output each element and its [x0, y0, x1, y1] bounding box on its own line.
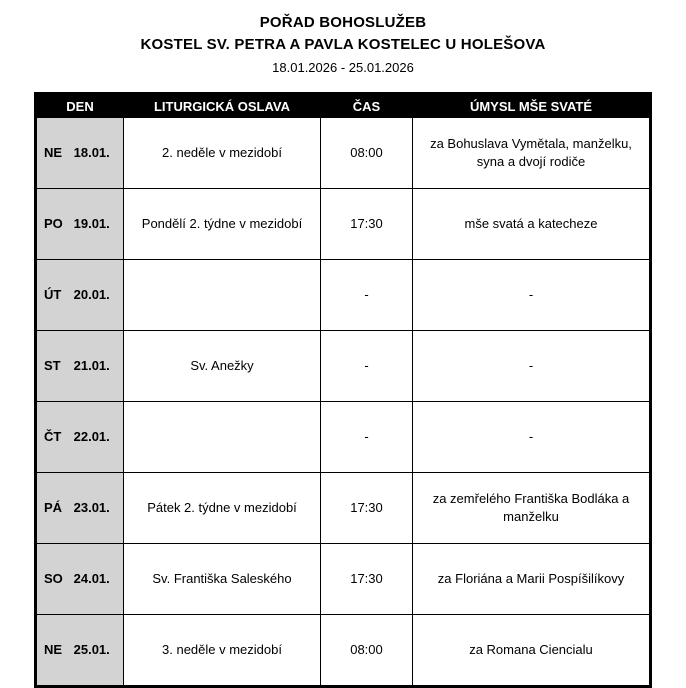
document-title: POŘAD BOHOSLUŽEB	[259, 14, 427, 31]
date-range: 18.01.2026 - 25.01.2026	[272, 59, 414, 75]
time-cell: -	[321, 402, 413, 473]
day-abbr: NE	[44, 144, 63, 160]
day-cell	[36, 260, 124, 331]
intention-cell: za Floriána a Marii Pospíšilíkovy	[413, 544, 651, 615]
intention-cell: -	[413, 402, 651, 473]
day-abbr: ST	[44, 357, 61, 373]
day-abbr: ČT	[44, 428, 62, 444]
time-cell: -	[321, 331, 413, 402]
church-name: KOSTEL SV. PETRA A PAVLA KOSTELEC U HOLEŠOVA	[140, 35, 546, 53]
liturgy-cell: 2. neděle v mezidobí	[124, 118, 321, 189]
day-date: 19.01.	[73, 215, 110, 231]
day-cell	[36, 473, 124, 544]
day-cell	[36, 615, 124, 687]
day-date: 20.01.	[73, 286, 110, 302]
day-date: 24.01.	[73, 570, 110, 586]
liturgy-cell	[124, 260, 321, 331]
day-cell	[36, 331, 124, 402]
intention-cell: za Bohuslava Vymětala, manželku, syna a dvojí rodiče	[413, 118, 651, 189]
liturgy-cell: Sv. Františka Saleského	[124, 544, 321, 615]
liturgy-cell: Pátek 2. týdne v mezidobí	[124, 473, 321, 544]
column-header-liturgy: LITURGICKÁ OSLAVA	[124, 94, 321, 118]
day-cell	[36, 544, 124, 615]
liturgy-cell: Sv. Anežky	[124, 331, 321, 402]
day-cell	[36, 118, 124, 189]
day-abbr: PO	[44, 215, 63, 231]
table-header-row	[36, 94, 651, 118]
column-header-intention: ÚMYSL MŠE SVATÉ	[413, 94, 651, 118]
day-cell	[36, 189, 124, 260]
table-row	[36, 118, 651, 189]
table-row	[36, 331, 651, 402]
table-row	[36, 260, 651, 331]
day-abbr: ÚT	[44, 286, 62, 302]
table-row	[36, 189, 651, 260]
day-abbr: NE	[44, 641, 63, 657]
time-cell: 17:30	[321, 544, 413, 615]
day-date: 18.01.	[73, 144, 110, 160]
intention-cell: -	[413, 331, 651, 402]
intention-cell: -	[413, 260, 651, 331]
day-date: 22.01.	[73, 428, 110, 444]
time-cell: 17:30	[321, 473, 413, 544]
document-header	[0, 12, 686, 77]
liturgy-cell	[124, 402, 321, 473]
time-cell: 08:00	[321, 615, 413, 687]
column-header-den: DEN	[36, 94, 124, 118]
column-header-time: ČAS	[321, 94, 413, 118]
intention-cell: za Romana Ciencialu	[413, 615, 651, 687]
time-cell: 08:00	[321, 118, 413, 189]
day-date: 21.01.	[73, 357, 110, 373]
intention-cell: za zemřelého Františka Bodláka a manželku	[413, 473, 651, 544]
day-abbr: SO	[44, 570, 63, 586]
table-row	[36, 402, 651, 473]
intention-cell: mše svatá a katecheze	[413, 189, 651, 260]
table-row	[36, 473, 651, 544]
time-cell: 17:30	[321, 189, 413, 260]
liturgy-cell: Pondělí 2. týdne v mezidobí	[124, 189, 321, 260]
day-abbr: PÁ	[44, 499, 63, 515]
table-row	[36, 544, 651, 615]
day-date: 23.01.	[73, 499, 110, 515]
liturgy-cell: 3. neděle v mezidobí	[124, 615, 321, 687]
day-cell	[36, 402, 124, 473]
day-date: 25.01.	[73, 641, 110, 657]
table-row	[36, 615, 651, 687]
schedule-table	[34, 92, 652, 688]
time-cell: -	[321, 260, 413, 331]
